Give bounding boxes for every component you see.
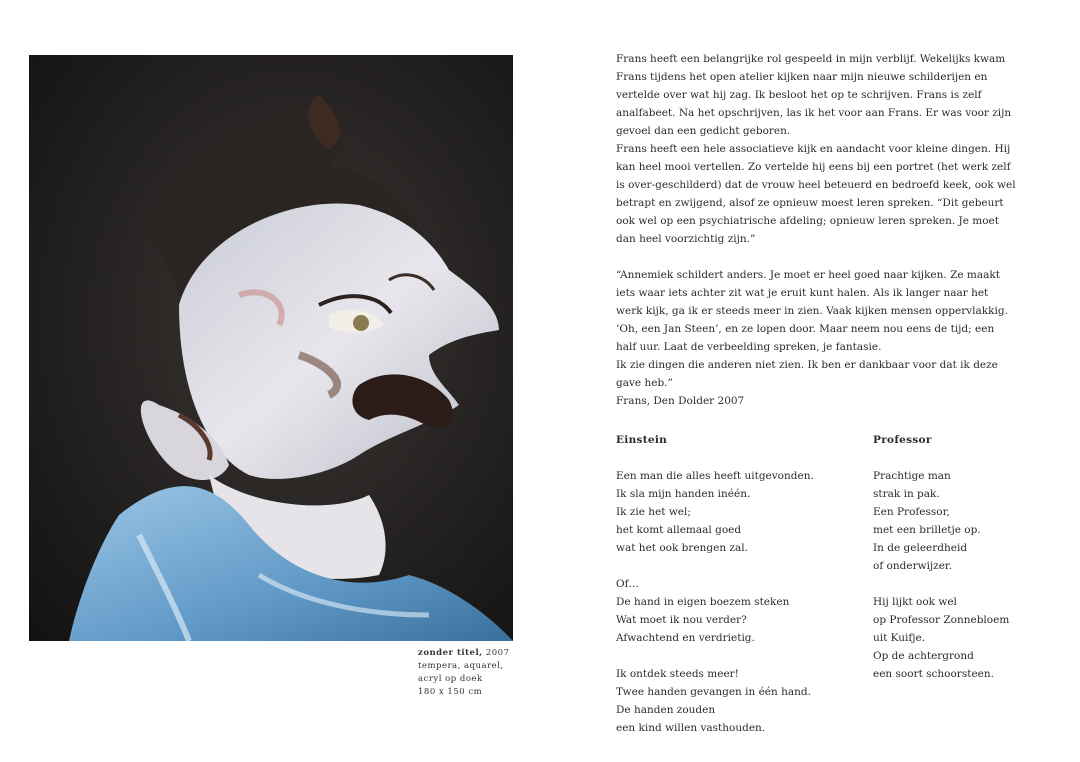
poem-line: Of… (616, 578, 639, 590)
poem-line (616, 449, 856, 467)
poem-title: Einstein (616, 434, 668, 446)
poem-line (873, 449, 1043, 467)
poem-line: Ik zie het wel; (616, 506, 691, 518)
poem-line: Afwachtend en verdrietig. (616, 632, 755, 644)
poem-line: een kind willen vasthouden. (616, 722, 766, 734)
intro-text (616, 50, 1016, 410)
poem-line: Ik ontdek steeds meer! (616, 668, 739, 680)
poem-line: uit Kuifje. (873, 632, 926, 644)
poem-line: strak in pak. (873, 488, 940, 500)
artwork-dimensions: 180 x 150 cm (418, 687, 483, 697)
poem-line: wat het ook brengen zal. (616, 542, 748, 554)
artwork-medium-line: acryl op doek (418, 674, 483, 684)
poem-line: Wat moet ik nou verder? (616, 614, 747, 626)
artwork-caption (418, 647, 538, 699)
intro-paragraph: Frans heeft een belangrijke rol gespeeld in mijn verblijf. Wekelijks kwam Frans tijdens het open atelier kijken naar mijn nieuwe schilderijen en vertelde over wat hij zag. Ik besloot het op te schrijven. Frans is zelf analfabeet. Na het opschrijven, las ik het voor aan Frans. Er was voor zijn gevoel dan een gedicht geboren. (616, 53, 1012, 137)
quote-paragraph: Ik zie dingen die anderen niet zien. Ik ben er dankbaar voor dat ik deze gave heb.” (616, 359, 998, 389)
poem-lines (873, 449, 1043, 683)
poem-line: of onderwijzer. (873, 560, 953, 572)
artwork-year: 2007 (485, 648, 510, 658)
poem-professor (873, 431, 1043, 683)
portrait-painting (29, 55, 513, 641)
poem-line (616, 647, 856, 665)
quote-paragraph: “Annemiek schildert anders. Je moet er heel goed naar kijken. Ze maakt iets waar iets achter zit wat je eruit kunt halen. Als ik langer naar het werk kijk, ga ik er steeds meer in zien. Vaak kijken mensen oppervlakkig. ‘Oh, een Jan Steen’, en ze lopen door. Maar neem nou eens de tijd; een half uur. Laat de verbeelding spreken, je fantasie. (616, 269, 1008, 353)
poem-line: Prachtige man (873, 470, 951, 482)
poem-line: een soort schoorsteen. (873, 668, 994, 680)
poem-line (616, 557, 856, 575)
poem-line: Een Professor, (873, 506, 950, 518)
poem-line: De hand in eigen boezem steken (616, 596, 790, 608)
poem-line: In de geleerdheid (873, 542, 968, 554)
poem-line: Een man die alles heeft uitgevonden. (616, 470, 814, 482)
quote-attribution: Frans, Den Dolder 2007 (616, 395, 745, 407)
portrait-painting-image (29, 55, 513, 641)
poem-line: met een brilletje op. (873, 524, 981, 536)
poem-line: Hij lijkt ook wel (873, 596, 957, 608)
poem-line: Ik sla mijn handen inéén. (616, 488, 751, 500)
poem-line: De handen zouden (616, 704, 716, 716)
poem-line: op Professor Zonnebloem (873, 614, 1010, 626)
poem-title: Professor (873, 434, 932, 446)
poem-line: Twee handen gevangen in één hand. (616, 686, 811, 698)
artwork-title: zonder titel, (418, 648, 483, 658)
intro-paragraph: Frans heeft een hele associatieve kijk en aandacht voor kleine dingen. Hij kan heel mooi vertellen. Zo vertelde hij eens bij een portret (het werk zelf is over-geschilderd) dat de vrouw heel beteuerd en bedroefd keek, ook wel betrapt en zwijgend, alsof ze opnieuw moest leren spreken. “Dit gebeurt ook wel op een psychiatrische afdeling; opnieuw leren spreken. Je moet dan heel voorzichtig zijn.” (616, 143, 1016, 245)
poem-lines (616, 449, 856, 737)
poem-einstein (616, 431, 856, 737)
poem-line: Op de achtergrond (873, 650, 974, 662)
artwork-medium-line: tempera, aquarel, (418, 661, 504, 671)
poem-line (873, 575, 1043, 593)
poem-line: het komt allemaal goed (616, 524, 742, 536)
